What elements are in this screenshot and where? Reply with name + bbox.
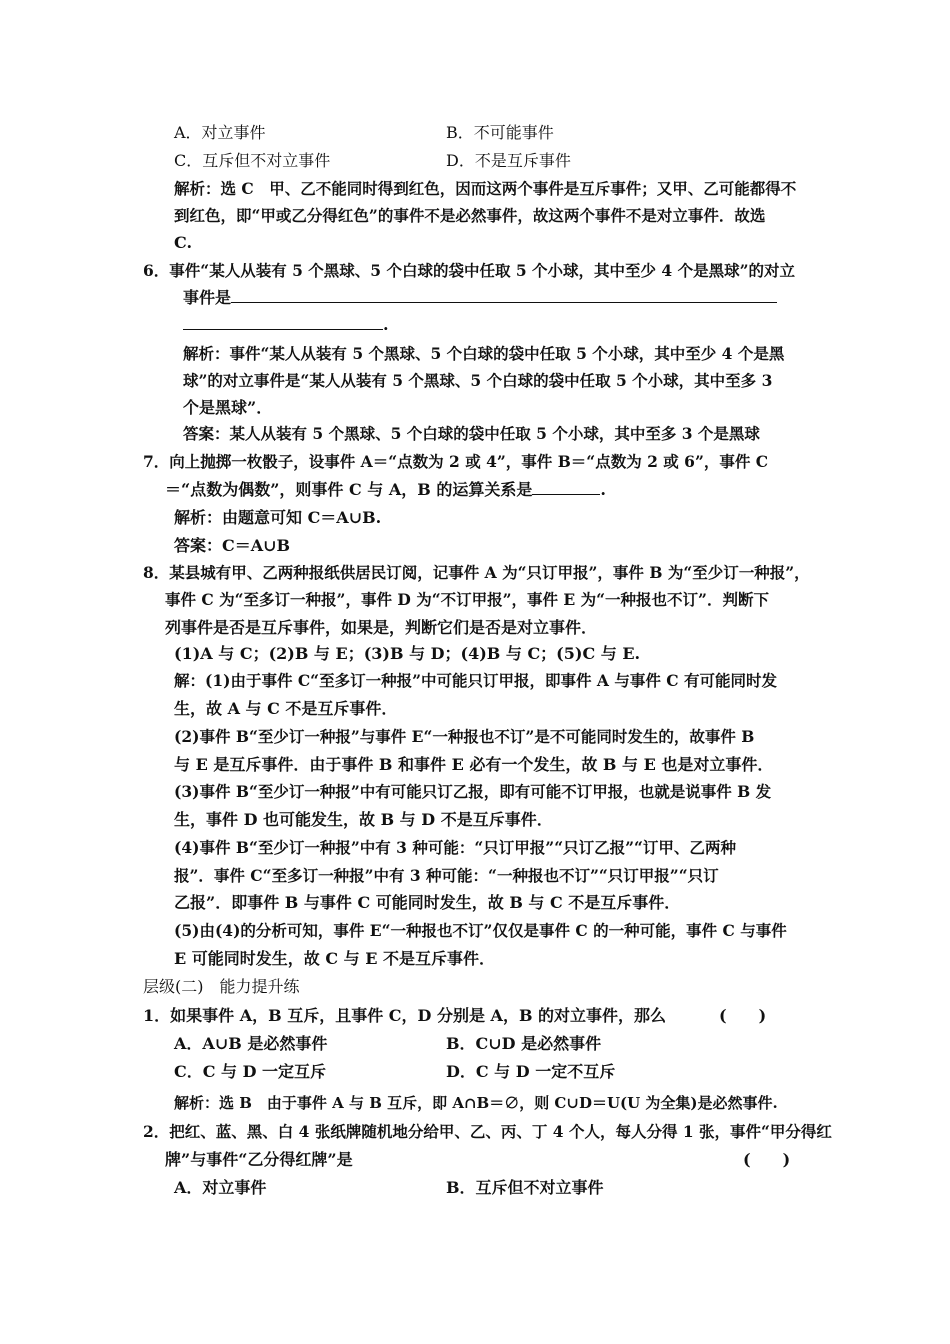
q8-solution-line: 报”．事件 C“至多订一种报”中有 3 种可能：“一种报也不订”“只订甲报”“只订 — [174, 866, 719, 885]
q5-option-d: D．不是互斥事件 — [446, 151, 571, 170]
p1-option-b: B．C∪D 是必然事件 — [446, 1034, 602, 1053]
q8-solution-line: 生，事件 D 也可能发生，故 B 与 D 不是互斥事件． — [174, 810, 553, 829]
q6-stem: 6．事件“某人从装有 5 个黑球、5 个白球的袋中任取 5 个小球，其中至少 4 个是黑球”的对立 — [143, 261, 796, 280]
p1-option-c: C．C 与 D 一定互斥 — [174, 1062, 327, 1081]
q8-parts: (1)A 与 C；(2)B 与 E；(3)B 与 D；(4)B 与 C；(5)C 与 E. — [174, 644, 641, 663]
q6-stem-line2 — [183, 288, 777, 308]
q8-solution-line: 解：(1)由于事件 C“至多订一种报”中可能只订甲报，即事件 A 与事件 C 有可能同时发 — [174, 671, 777, 690]
q8-solution-line: 乙报”．即事件 B 与事件 C 可能同时发生，故 B 与 C 不是互斥事件． — [174, 893, 681, 912]
p1-option-a: A．A∪B 是必然事件 — [174, 1034, 328, 1053]
answer-blank — [231, 288, 777, 303]
q6-solution-line: 球”的对立事件是“某人从装有 5 个黑球、5 个白球的袋中任取 5 个小球，其中至多 3 — [183, 371, 773, 390]
p1-solution: 解析：选 B 由于事件 A 与 B 互斥，即 A∩B＝∅，则 C∪D＝U(U 为全集)是必然事件. — [174, 1094, 778, 1112]
q8-stem: 列事件是否是互斥事件，如果是，判断它们是否是对立事件． — [165, 618, 598, 637]
p1-option-d: D．C 与 D 一定不互斥 — [446, 1062, 616, 1081]
q8-solution-line: E 可能同时发生，故 C 与 E 不是互斥事件． — [174, 949, 495, 968]
q7-stem-line2 — [165, 480, 606, 500]
q7-solution: 解析：由题意可知 C＝A∪B. — [174, 508, 382, 527]
q5-option-c: C．互斥但不对立事件 — [174, 151, 331, 170]
q8-solution-line: 与 E 是互斥事件．由于事件 B 和事件 E 必有一个发生，故 B 与 E 也是对立事件． — [174, 755, 774, 774]
q6-solution-line: 个是黑球”． — [183, 398, 273, 417]
p2-stem: 2．把红、蓝、黑、白 4 张纸牌随机地分给甲、乙、丙、丁 4 个人，每人分得 1 张，事件“甲分得红 — [143, 1122, 832, 1141]
q5-option-a: A．对立事件 — [174, 123, 266, 142]
q5-solution-line: 到红色，即“甲或乙分得红色”的事件不是必然事件，故这两个事件不是对立事件．故选 — [174, 206, 766, 225]
q8-stem: 8．某县城有甲、乙两种报纸供居民订阅，记事件 A 为“只订甲报”，事件 B 为“至少订一种报”， — [143, 563, 810, 582]
q5-solution-line: C. — [174, 233, 193, 252]
q6-stem-line3 — [183, 315, 389, 335]
q8-solution-line: (4)事件 B“至少订一种报”中有 3 种可能：“只订甲报”“只订乙报”“订甲、乙两种 — [174, 838, 736, 857]
q7-period: . — [600, 480, 606, 499]
p1-stem: 1．如果事件 A，B 互斥，且事件 C，D 分别是 A，B 的对立事件，那么 — [143, 1006, 667, 1025]
q6-stem-text: 事件是 — [183, 288, 232, 307]
q7-stem-text: ＝“点数为偶数”，则事件 C 与 A，B 的运算关系是 — [165, 480, 533, 499]
q7-stem: 7．向上抛掷一枚骰子，设事件 A＝“点数为 2 或 4”，事件 B＝“点数为 2 或 6”，事件 C — [143, 452, 769, 471]
p2-option-a: A．对立事件 — [174, 1178, 267, 1197]
q8-solution-line: (5)由(4)的分析可知，事件 E“一种报也不订”仅仅是事件 C 的一种可能，事件 C 与事件 — [174, 921, 787, 940]
p2-answer-paren: ( ) — [743, 1150, 791, 1169]
q5-option-b: B．不可能事件 — [446, 123, 554, 142]
answer-blank — [183, 315, 383, 330]
q8-solution-line: (3)事件 B“至少订一种报”中有可能只订乙报，即有可能不订甲报，也就是说事件 B 发 — [174, 782, 772, 801]
q5-solution-line: 解析：选 C 甲、乙不能同时得到红色，因而这两个事件是互斥事件；又甲、乙可能都得不 — [174, 179, 797, 198]
section-heading: 层级(二) 能力提升练 — [143, 977, 300, 996]
q6-period: . — [383, 315, 389, 334]
p2-stem: 牌”与事件“乙分得红牌”是 — [165, 1150, 353, 1169]
q8-stem: 事件 C 为“至多订一种报”，事件 D 为“不订甲报”，事件 E 为“一种报也不订”．判断下 — [165, 590, 769, 609]
p1-answer-paren: ( ) — [719, 1006, 767, 1025]
q8-solution-line: 生，故 A 与 C 不是互斥事件． — [174, 699, 398, 718]
q6-solution-line: 解析：事件“某人从装有 5 个黑球、5 个白球的袋中任取 5 个小球，其中至少 4 个是黑 — [183, 344, 785, 363]
q8-solution-line: (2)事件 B“至少订一种报”与事件 E“一种报也不订”是不可能同时发生的，故事件 B — [174, 727, 755, 746]
q7-answer: 答案：C＝A∪B — [174, 536, 291, 555]
p2-option-b: B．互斥但不对立事件 — [446, 1178, 604, 1197]
answer-blank — [532, 480, 600, 495]
q6-answer: 答案：某人从装有 5 个黑球、5 个白球的袋中任取 5 个小球，其中至多 3 个是黑球 — [183, 424, 760, 443]
